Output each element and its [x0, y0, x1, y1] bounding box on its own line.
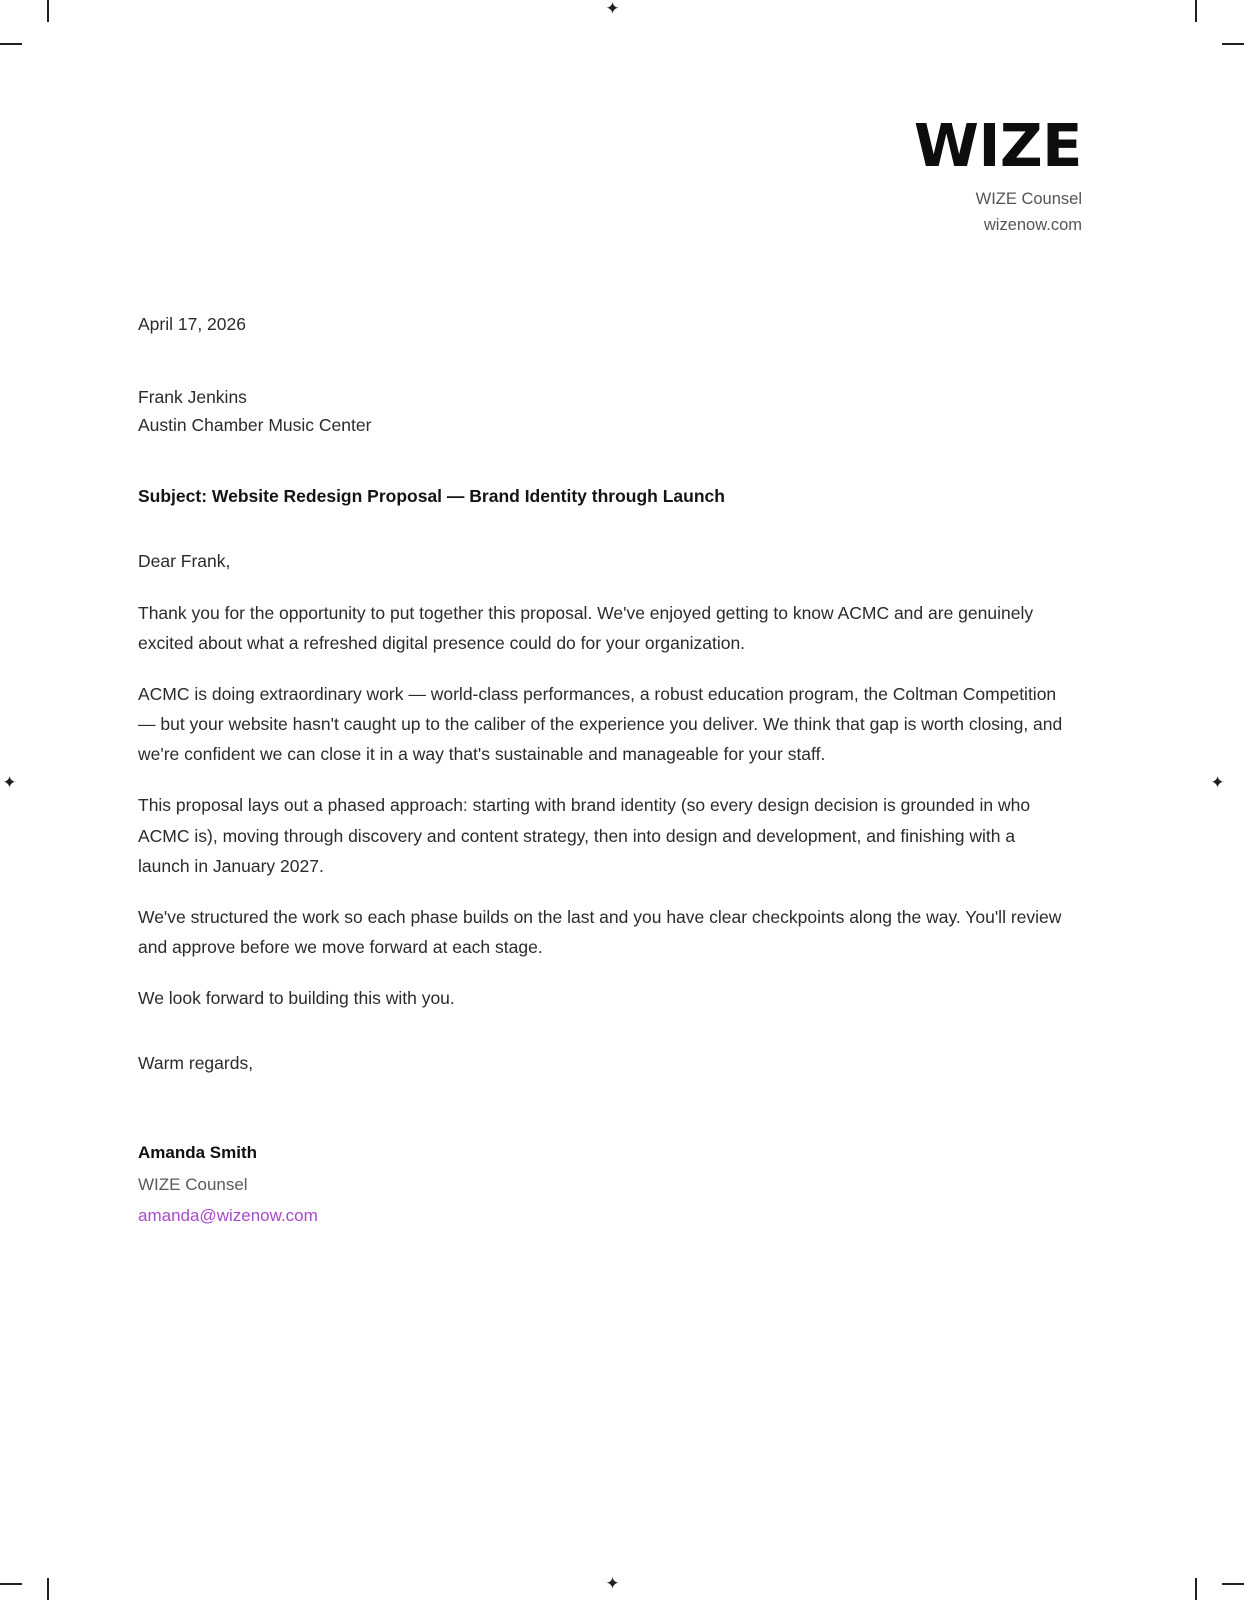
letterhead-contact-block [138, 187, 1082, 238]
crop-mark-bottom-right-vertical [1195, 1578, 1197, 1600]
body-paragraph: This proposal lays out a phased approach: starting with brand identity (so every design decision is grounded in who ACMC is), moving through discovery and content strategy, then into design and development, and finishing with a launch in January 2027. [138, 795, 1031, 876]
registration-mark-bottom-center: ✦ [605, 1574, 620, 1594]
crop-mark-top-left-vertical [47, 0, 49, 22]
letterhead [138, 0, 1082, 238]
crop-mark-top-right-vertical [1195, 0, 1197, 22]
registration-mark-left-middle: ✦ [2, 773, 17, 793]
closing-salutation: Warm regards, [138, 1052, 254, 1073]
letter-content [138, 0, 1082, 1232]
recipient-block [138, 383, 1082, 440]
registration-mark-right-middle: ✦ [1210, 773, 1225, 793]
crop-mark-bottom-left-vertical [47, 1578, 49, 1600]
signature-title: WIZE Counsel [138, 1174, 248, 1194]
body-paragraph: Thank you for the opportunity to put together this proposal. We've enjoyed getting to know ACMC and are genuinely excited about what a refreshed digital presence could do for your organization. [138, 602, 1034, 654]
recipient-name: Frank Jenkins [138, 386, 247, 407]
body-paragraph: ACMC is doing extraordinary work — world-class performances, a robust education program, the Coltman Competition — but your website hasn't caught up to the caliber of the experience you deliver. We think that gap is worth closing, and we're confident we can close it in a way that's sustainable and manageable for your staff. [138, 684, 1063, 765]
body-copy [138, 598, 1082, 1013]
signature-name: Amanda Smith [138, 1143, 258, 1163]
salutation: Dear Frank, [138, 550, 231, 571]
crop-mark-top-left-horizontal [0, 43, 22, 45]
crop-mark-bottom-left-horizontal [0, 1583, 22, 1585]
registration-mark-top-center: ✦ [605, 0, 620, 19]
crop-mark-top-right-horizontal [1222, 43, 1244, 45]
crop-mark-bottom-right-horizontal [1222, 1583, 1244, 1585]
company-logo-wordmark: WIZE [913, 111, 1082, 180]
signature-email-link[interactable]: amanda@wizenow.com [138, 1206, 318, 1226]
letter-date: April 17, 2026 [138, 314, 246, 335]
letterhead-company-name: WIZE Counsel [975, 190, 1082, 208]
signature-block [138, 1137, 1082, 1231]
recipient-organization: Austin Chamber Music Center [138, 414, 372, 435]
letterhead-website: wizenow.com [983, 215, 1082, 234]
body-paragraph: We've structured the work so each phase builds on the last and you have clear checkpoints along the way. You'll review and approve before we move forward at each stage. [138, 906, 1062, 957]
body-paragraph: We look forward to building this with you. [138, 987, 455, 1008]
subject-line: Subject: Website Redesign Proposal — Brand Identity through Launch [138, 486, 725, 507]
